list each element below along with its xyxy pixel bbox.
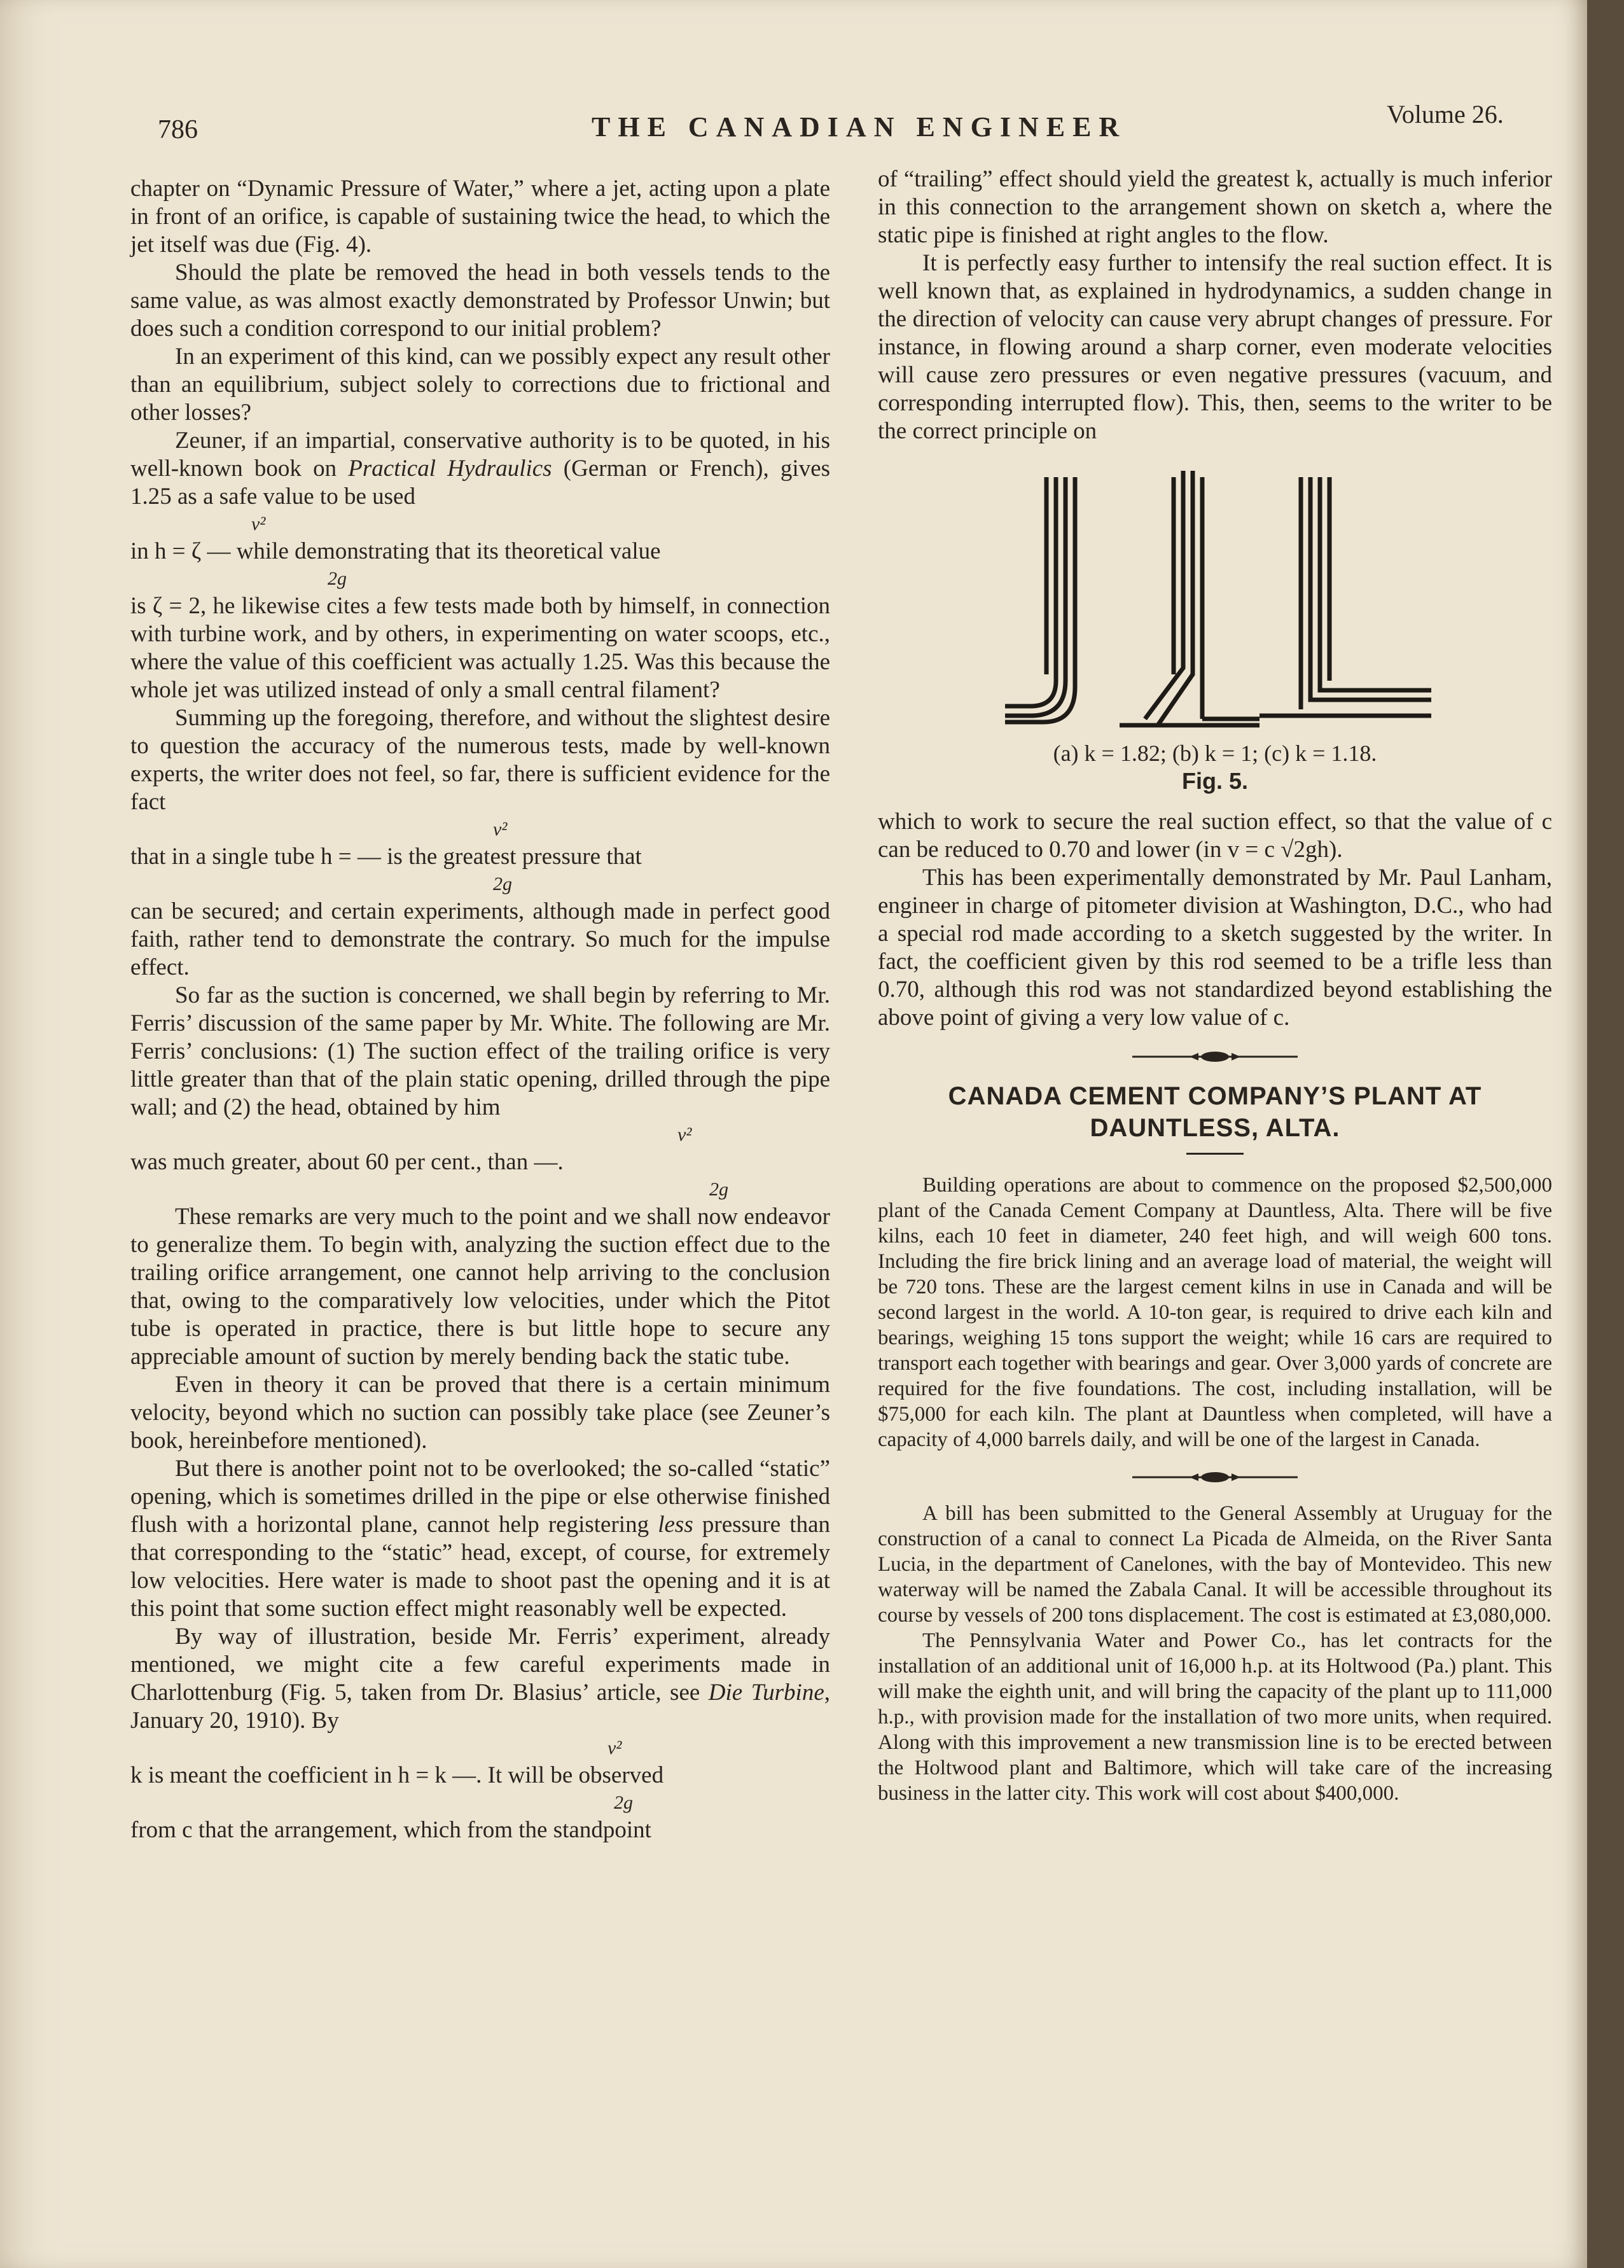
left-column [130,175,830,1844]
paragraph: which to work to secure the real suction effect, so that the value of c can be reduced to 0.70 and lower (in v = c √2gh). [878,809,1552,863]
formula-line: v² was much greater, about 60 per cent., than —. 2g [130,1124,728,1200]
figure-5 [878,464,1552,795]
paragraph: Should the plate be removed the head in both vessels tends to the same value, as was almost exactly demonstrated by Professor Unwin; but does such a condition correspond to our initial problem? [130,260,830,342]
volume-label: Volume 26. [1387,100,1504,129]
ornament-divider [878,1463,1552,1491]
paragraph: These remarks are very much to the point and we shall now endeavor to generalize them. To begin with, analyzing the suction effect due to the trailing orifice arrangement, one cannot help arriving to the conclusion that, owing to the comparatively low velocities, under which the Pitot tube is operated in practice, there is but little hope to secure any appreciable amount of suction by merely bending back the static tube. [130,1204,830,1370]
paragraph: But there is another point not to be overlooked; the so-called “static” opening, which is sometimes drilled in the pipe or else otherwise finished flush with a horizontal plane, cannot help registering less pressure than that corresponding to the “static” head, except, of course, for extremely low velocities. Here water is made to shoot past the opening and it is at this point that some suction effect might reasonably well be expected. [130,1456,830,1622]
figure-label: Fig. 5. [1181,768,1248,794]
book-title: Practical Hydraulics [348,456,552,482]
heading-rule [1186,1153,1244,1155]
pipe-sketches-diagram [992,464,1438,732]
paragraph: is ζ = 2, he likewise cites a few tests made both by himself, in connection with turbine work, and by others, in experimenting on water scoops, etc., where the value of this coefficient was actually 1.25. Was this because the whole jet was utilized instead of only a small central filament? [130,593,830,703]
paragraph: This has been experimentally demonstrated by Mr. Paul Lanham, engineer in charge of pitometer division at Washington, D.C., who had a special rod made according to a sketch suggested by the writer. In fact, the coefficient given by this rod seemed to be a trifle less than 0.70, although this rod was not standardized beyond establishing the above point of giving a very low value of c. [878,865,1552,1031]
paragraph: So far as the suction is concerned, we shall begin by referring to Mr. Ferris’ discussion of the same paper by Mr. White. The following are Mr. Ferris’ conclusions: (1) The suction effect of the trailing orifice is very little greater than that of the plain static opening, drilled through the pipe wall; and (2) the head, obtained by him [130,982,830,1120]
news-item: A bill has been submitted to the General Assembly at Uruguay for the construction of a canal to connect La Picada de Almeida, on the River Santa Lucia, in the department of Canelones, with the bay of Montevideo. This new waterway will be named the Zabala Canal. It will be accessible throughout its course by vessels of 200 tons displacement. The cost is estimated at £3,080,000. [878,1502,1552,1627]
paragraph: Zeuner, if an impartial, conservative authority is to be quoted, in his well-known book on Practical Hydraulics (German or French), gives 1.25 as a safe value to be used [130,428,831,510]
figure-caption: (a) k = 1.82; (b) k = 1; (c) k = 1.18. [1053,741,1377,766]
paragraph: from c that the arrangement, which from the standpoint [130,1817,651,1843]
paragraph: can be secured; and certain experiments, although made in perfect good faith, rather tend to demonstrate the contrary. So much for the impulse effect. [130,898,830,980]
page-header [0,95,1587,153]
right-column [878,165,1552,1806]
formula-line: v² that in a single tube h = — is the greatest pressure that 2g [130,819,642,894]
formula-line: v² in h = ζ — while demonstrating that its theoretical value 2g [130,513,661,589]
article-heading: CANADA CEMENT COMPANY’S PLANT AT DAUNTLESS, ALTA. [948,1082,1482,1142]
running-title: THE CANADIAN ENGINEER [592,111,1127,143]
ornament-divider [878,1042,1552,1070]
paragraph: By way of illustration, beside Mr. Ferris’ experiment, already mentioned, we might cite a few careful experiments made in Charlottenburg (Fig. 5, taken from Dr. Blasius’ article, see Die Turbine, January 20, 1910). By [130,1624,831,1734]
paragraph: of “trailing” effect should yield the greatest k, actually is much inferior in this connection to the arrangement shown on sketch a, where the static pipe is finished at right angles to the flow. [878,166,1552,248]
formula-line: v² k is meant the coefficient in h = k —. It will be observed 2g [130,1737,664,1813]
news-item: The Pennsylvania Water and Power Co., has let contracts for the installation of an additional unit of 16,000 h.p. at its Holtwood (Pa.) plant. This will make the eighth unit, and will bring the capacity of the plant up to 111,000 h.p., with provision made for the installation of two more units, when required. Along with this improvement a new transmission line is to be erected between the Holtwood plant and Baltimore, which will take care of the increasing business in the latter city. This work will cost about $400,000. [878,1629,1552,1805]
paragraph: Summing up the foregoing, therefore, and without the slightest desire to question the accuracy of the numerous tests, made by well-known experts, the writer does not feel, so far, there is sufficient evidence for the fact [130,705,830,815]
paragraph: In an experiment of this kind, can we possibly expect any result other than an equilibrium, subject solely to corrections due to frictional and other losses? [130,344,830,426]
paragraph: Even in theory it can be proved that there is a certain minimum velocity, beyond which no suction can possibly take place (see Zeuner’s book, hereinbefore mentioned). [130,1372,830,1454]
journal-title: Die Turbine [708,1680,824,1706]
paragraph: chapter on “Dynamic Pressure of Water,” where a jet, acting upon a plate in front of an orifice, is capable of sustaining twice the head, to which the jet itself was due (Fig. 4). [130,176,830,258]
paragraph: It is perfectly easy further to intensify the real suction effect. It is well known that, as explained in hydrodynamics, a sudden change in the direction of velocity can cause very abrupt changes of pressure. For instance, in flowing around a sharp corner, even moderate velocities will cause zero pressures or even negative pressures (vacuum, and corresponding interrupted flow). This, then, seems to the writer to be the correct principle on [878,250,1552,444]
page-number: 786 [158,115,198,144]
news-item: Building operations are about to commence on the proposed $2,500,000 plant of the Canada Cement Company at Dauntless, Alta. There will be five kilns, each 10 feet in diameter, 240 feet high, and will weigh 600 tons. Including the fire brick lining and an average load of material, the weight will be 720 tons. These are the largest cement kilns in use in Canada and will be second largest in the world. A 10-ton gear, is required to drive each kiln and bearings, weighing 15 tons support the weight; while 16 cars are required to transport each together with bearings and gear. Over 3,000 yards of concrete are required for the five foundations. The cost, including installation, will be $75,000 for each kiln. The plant at Dauntless when completed, will have a capacity of 4,000 barrels daily, and will be one of the largest in Canada. [878,1174,1552,1451]
